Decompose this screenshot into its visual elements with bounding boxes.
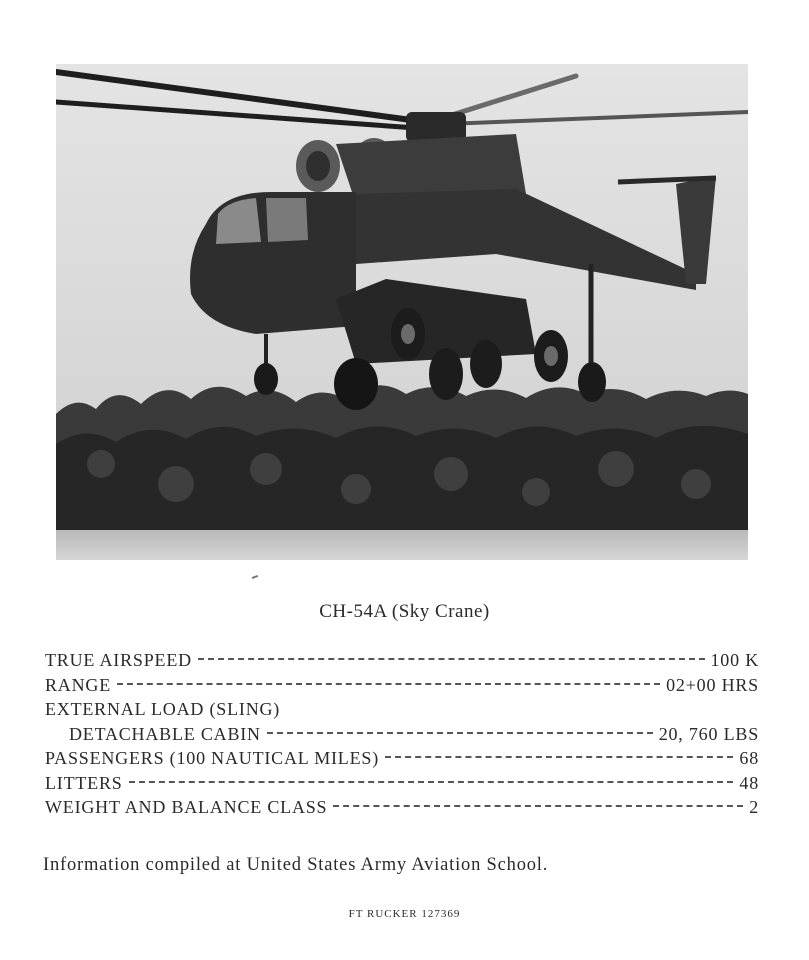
sky-crane-helicopter-image (56, 64, 748, 560)
leader-dashes (198, 658, 705, 660)
leader-dashes (129, 781, 734, 783)
spec-row-passengers (45, 748, 759, 773)
photo-caption: CH-54A (Sky Crane) (319, 601, 490, 622)
spec-value: 20, 760 LBS (658, 723, 759, 744)
spec-row-detachable-cabin (45, 724, 759, 749)
spec-label: DETACHABLE CABIN (69, 723, 261, 744)
leader-dashes (117, 683, 660, 685)
leader-dashes (385, 756, 733, 758)
source-note: Information compiled at United States Army Aviation School. (43, 855, 549, 875)
spec-row-weight-balance (45, 797, 759, 822)
leader-spacer (286, 707, 753, 709)
spec-value: 02+00 HRS (666, 674, 759, 695)
spec-row-true-airspeed (45, 650, 759, 675)
stray-mark (252, 575, 258, 579)
document-code: FT RUCKER 127369 (348, 908, 461, 920)
leader-dashes (333, 805, 743, 807)
helicopter-photo (56, 64, 748, 560)
spec-label: PASSENGERS (100 NAUTICAL MILES) (45, 748, 379, 768)
spec-row-litters (45, 773, 759, 798)
spec-label: LITTERS (45, 772, 123, 793)
spec-value: 48 (739, 772, 759, 793)
spec-list (45, 650, 759, 822)
spec-label: TRUE AIRSPEED (45, 650, 192, 670)
leader-dashes (267, 732, 653, 734)
spec-value: 68 (739, 748, 759, 768)
spec-label: RANGE (45, 674, 111, 695)
spec-row-external-load (45, 699, 759, 724)
spec-label: EXTERNAL LOAD (SLING) (45, 699, 281, 719)
spec-label: WEIGHT AND BALANCE CLASS (45, 797, 328, 817)
spec-row-range (45, 675, 759, 700)
spec-value: 100 K (710, 650, 759, 670)
spec-value: 2 (749, 797, 759, 817)
